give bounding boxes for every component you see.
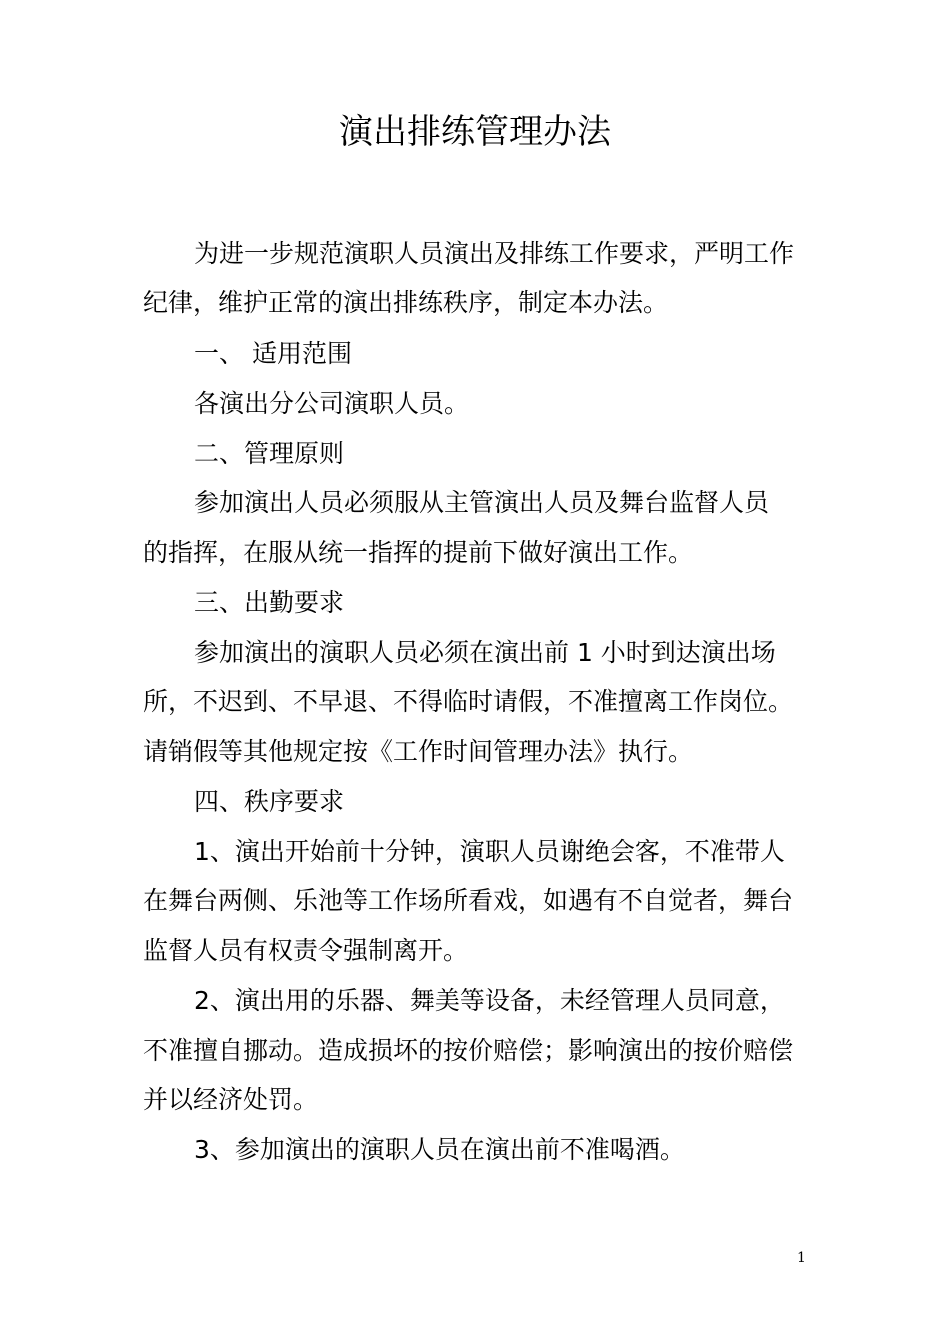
attendance-paragraph-line-1: 参加演出的演职人员必须在演出前 1 小时到达演出场 <box>194 638 776 667</box>
order-item-3-line-1: 3、参加演出的演职人员在演出前不准喝酒。 <box>194 1135 685 1164</box>
intro-paragraph-line-2: 纪律，维护正常的演出排练秩序，制定本办法。 <box>143 288 669 317</box>
scope-paragraph-line-1: 各演出分公司演职人员。 <box>194 389 470 418</box>
order-item-1-line-2: 在舞台两侧、乐池等工作场所看戏，如遇有不自觉者，舞台 <box>143 886 794 915</box>
intro-paragraph-line-1: 为进一步规范演职人员演出及排练工作要求，严明工作 <box>194 239 795 268</box>
principles-paragraph-line-1: 参加演出人员必须服从主管演出人员及舞台监督人员 <box>194 488 770 517</box>
attendance-paragraph-line-2: 所，不迟到、不早退、不得临时请假，不准擅离工作岗位。 <box>143 687 794 716</box>
section-heading-principles: 二、管理原则 <box>194 439 345 468</box>
principles-paragraph-line-2: 的指挥，在服从统一指挥的提前下做好演出工作。 <box>143 538 694 567</box>
attendance-paragraph-line-3: 请销假等其他规定按《工作时间管理办法》执行。 <box>143 737 694 766</box>
document-title: 演出排练管理办法 <box>339 112 611 152</box>
order-item-2-line-3: 并以经济处罚。 <box>143 1085 319 1114</box>
order-item-2-line-2: 不准擅自挪动。造成损坏的按价赔偿；影响演出的按价赔偿 <box>143 1036 794 1065</box>
section-heading-order: 四、秩序要求 <box>194 787 345 816</box>
order-item-1-line-3: 监督人员有权责令强制离开。 <box>143 936 469 965</box>
section-heading-attendance: 三、出勤要求 <box>194 588 345 617</box>
section-heading-scope: 一、 适用范围 <box>194 339 352 368</box>
order-item-2-line-1: 2、演出用的乐器、舞美等设备，未经管理人员同意， <box>194 986 785 1015</box>
page-number: 1 <box>797 1250 806 1266</box>
order-item-1-line-1: 1、演出开始前十分钟，演职人员谢绝会客，不准带人 <box>194 837 785 866</box>
